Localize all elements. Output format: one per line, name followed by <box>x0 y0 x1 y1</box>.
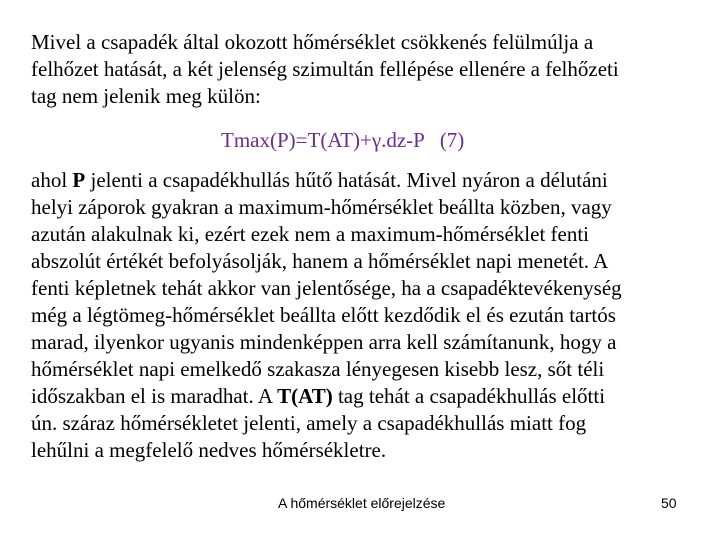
text-line: fenti képletnek tehát akkor van jelentősége, ha a csapadéktevékenység <box>31 276 622 300</box>
text-segment: ahol <box>31 168 73 192</box>
text-line: tag nem jelenik meg külön: <box>31 84 261 108</box>
text-segment: időszakban el is maradhat. A <box>31 384 278 408</box>
text-line <box>31 167 696 194</box>
text-line: helyi záporok gyakran a maximum-hőmérséklet beállta közben, vagy <box>31 195 612 219</box>
formula-expression: Tmax(P)=T(AT)+γ.dz-P <box>221 128 425 152</box>
text-line: még a légtömeg-hőmérséklet beállta előtt kezdődik el és ezután tartós <box>31 303 616 327</box>
bold-symbol-p: P <box>72 168 86 192</box>
footer-title: A hőmérséklet előrejelzése <box>278 495 446 511</box>
text-segment: jelenti a csapadékhullás hűtő hatását. Mivel nyáron a délutáni <box>85 168 608 192</box>
intro-paragraph <box>31 29 691 110</box>
explanation-paragraph <box>31 167 696 464</box>
text-line <box>31 383 696 410</box>
text-line: marad, ilyenkor ugyanis mindenképpen arra kell számítanunk, hogy a <box>31 330 617 354</box>
text-line: abszolút értékét befolyásolják, hanem a hőmérséklet napi menetét. A <box>31 249 609 273</box>
text-line: felhőzet hatását, a két jelenség szimultán fellépése ellenére a felhőzeti <box>31 57 619 81</box>
formula-line <box>221 127 464 154</box>
formula-number: (7) <box>439 128 465 152</box>
text-segment: tag tehát a csapadékhullás előtti <box>332 384 606 408</box>
text-line: hőmérséklet napi emelkedő szakasza lényegesen kisebb lesz, sőt téli <box>31 357 605 381</box>
bold-symbol-tat: T(AT) <box>277 384 333 408</box>
text-line: ún. száraz hőmérsékletet jelenti, amely a csapadékhullás miatt fog <box>31 411 587 435</box>
page-number: 50 <box>661 495 677 511</box>
text-line: lehűlni a megfelelő nedves hőmérsékletre. <box>31 438 387 462</box>
text-line: Mivel a csapadék által okozott hőmérséklet csökkenés felülmúlja a <box>31 30 594 54</box>
text-line: azután alakulnak ki, ezért ezek nem a maximum-hőmérséklet fenti <box>31 222 590 246</box>
